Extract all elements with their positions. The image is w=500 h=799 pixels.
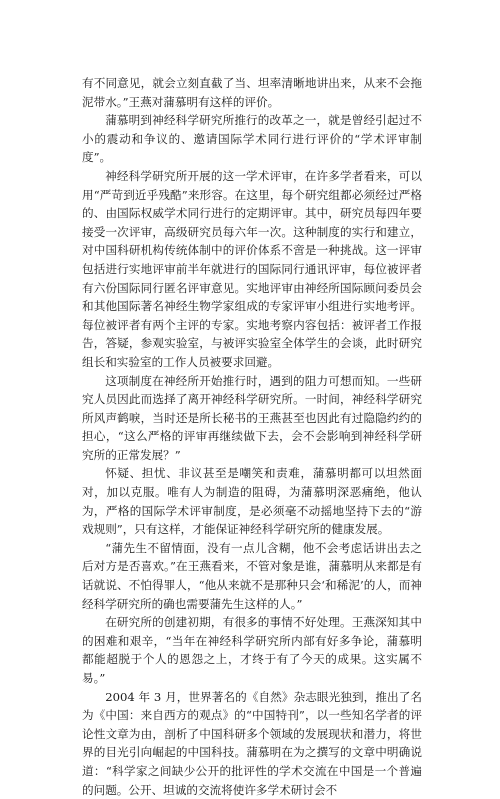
paragraph-2: 蒲慕明到神经科学研究所推行的改革之一，就是曾经引起过不小的震动和争议的、邀请国际学术同行进行评价的“学术评审制度”。 [82,113,422,165]
document-page [82,74,422,799]
paragraph-1: 有不同意见，就会立刻直截了当、坦率清晰地讲出来，从来不会拖泥带水。”王燕对蒲慕明有这样的评价。 [82,76,422,109]
paragraph-4: 这项制度在神经所开始推行时，遇到的阻力可想而知。一些研究人员因此而选择了离开神经科学研究所。一时间，神经科学研究所风声鹤唳，当时还是所长秘书的王燕甚至也因此有过隐隐约约的担心，“这么严格的评审再继续做下去，会不会影响到神经科学研究所的正常发展？” [82,373,422,462]
paragraph-6: “蒲先生不留情面，没有一点儿含糊，他不会考虑话讲出去之后对方是否喜欢。”在王燕看来，不管对象是谁，蒲慕明从来都是有话就说、不怕得罪人，“他从来就不是那种只会‘和稀泥’的人，而神经科学研究所的确也需要蒲先生这样的人。” [82,540,422,611]
paragraph-7: 在研究所的创建初期，有很多的事情不好处理。王燕深知其中的困难和艰辛，“当年在神经科学研究所内部有好多争论，蒲慕明都能超脱于个人的恩怨之上，才终于有了今天的成果。这实属不易。” [82,615,422,685]
paragraph-8: 2004 年 3 月，世界著名的《自然》杂志眼光独到，推出了名为《中国：来自西方的观点》的“中国特刊”，以一些知名学者的评论性文章为由，剖析了中国科研多个领域的发展现状和潜力，将世界的目光引向崛起的中国科技。蒲慕明在为之撰写的文章中明确说道：“科学家之间缺少公开的批评性的学术交流在中国是一个普遍的问题。公开、坦诚的交流将使许多学术研讨会不 [82,689,422,797]
paragraph-5: 怀疑、担忧、非议甚至是嘲笑和责难，蒲慕明都可以坦然面对，加以克服。唯有人为制造的阻碍，为蒲慕明深恶痛绝，他认为，严格的国际学术评审制度，是必须毫不动摇地坚持下去的“游戏规则”，只有这样，才能保证神经科学研究所的健康发展。 [82,466,422,537]
paragraph-3: 神经科学研究所开展的这一学术评审，在许多学者看来，可以用“严苛到近乎残酷”来形容。在这里，每个研究组都必须经过严格的、由国际权威学术同行进行的定期评审。其中，研究员每四年要接受一次评审，高级研究员每六年一次。这种制度的实行和建立，对中国科研机构传统体制中的评价体系不啻是一种挑战。这一评审包括进行实地评审前半年就进行的国际同行通讯评审，每位被评者有六份国际同行匿名评审意见。实地评审由神经所国际顾问委员会和其他国际著名神经生物学家组成的专家评审小组进行实地考评。每位被评者有两个主评的专家。实地考察内容包括：被评者工作报告，答疑，参观实验室，与被评实验室全体学生的会谈，此时研究组长和实验室的工作人员被要求回避。 [82,168,422,369]
